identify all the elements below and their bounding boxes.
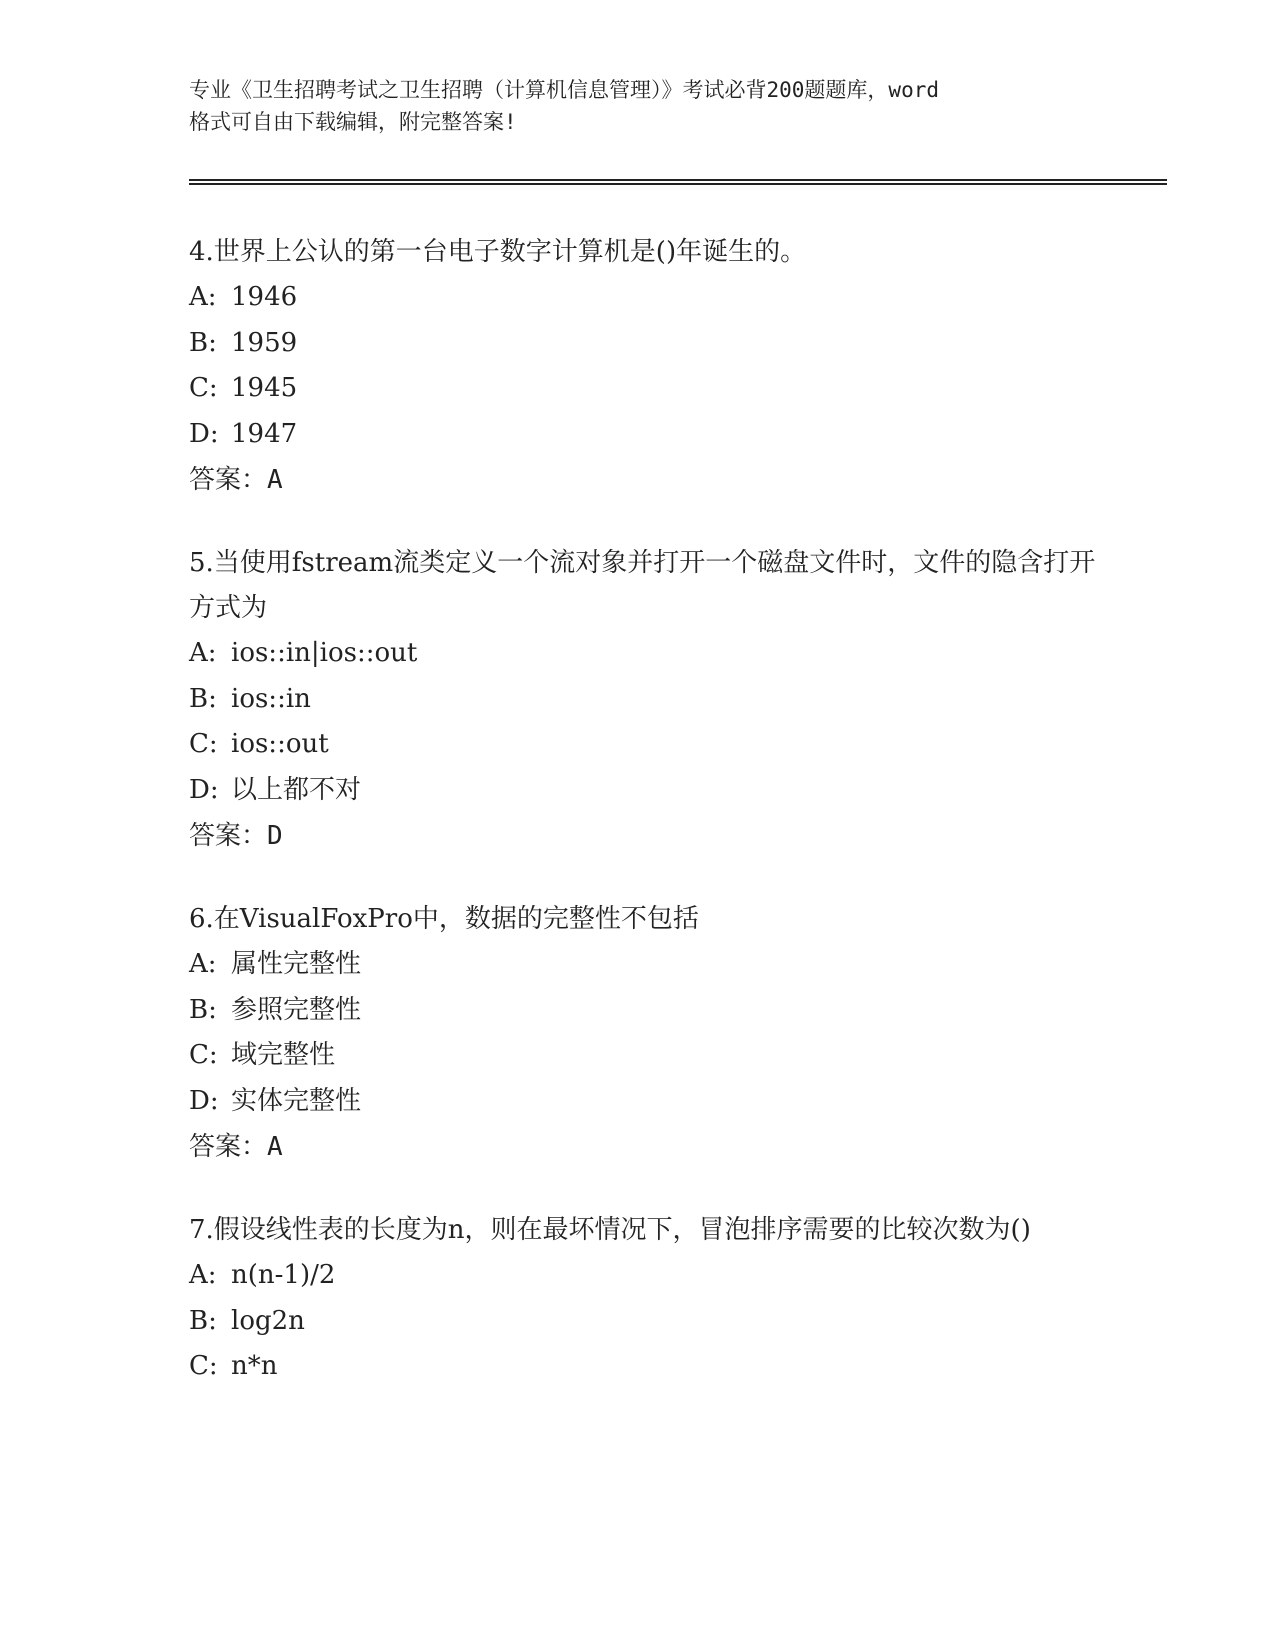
option-text: 属性完整性 [231, 949, 362, 979]
option-key: A: [189, 949, 217, 979]
option-text: 以上都不对 [231, 774, 362, 805]
option-key: D: [189, 418, 219, 449]
option-key: B: [189, 1305, 217, 1336]
option-c [189, 1033, 1099, 1079]
question-7 [189, 1208, 1099, 1390]
option-d [189, 1079, 1099, 1125]
option-c [189, 366, 1099, 412]
option-key: C: [189, 729, 218, 759]
option-key: D: [189, 1085, 219, 1116]
question-stem: 4.世界上公认的第一台电子数字计算机是()年诞生的。 [189, 237, 807, 267]
question-stem: 7.假设线性表的长度为n，则在最坏情况下，冒泡排序需要的比较次数为() [189, 1215, 1031, 1245]
option-text: 域完整性 [231, 1040, 336, 1070]
question-4 [189, 230, 1099, 503]
option-text: 1945 [231, 373, 298, 403]
option-key: C: [189, 1040, 218, 1070]
answer-line: 答案：A [189, 1132, 283, 1162]
option-key: A: [189, 282, 217, 312]
option-c [189, 722, 1099, 768]
option-c [189, 1344, 1099, 1390]
option-text: 实体完整性 [231, 1085, 362, 1116]
option-key: B: [189, 327, 217, 358]
option-key: C: [189, 1351, 218, 1381]
option-b [189, 677, 1099, 723]
option-text: 1959 [231, 327, 298, 358]
document-header [189, 74, 1089, 138]
header-line-2: 格式可自由下载编辑，附完整答案! [189, 110, 517, 134]
option-text: n(n-1)/2 [231, 1260, 336, 1290]
option-b [189, 988, 1099, 1034]
answer-line: 答案：A [189, 465, 283, 495]
option-key: C: [189, 373, 218, 403]
option-key: A: [189, 1260, 217, 1290]
option-key: B: [189, 994, 217, 1025]
option-a [189, 942, 1099, 988]
option-text: n*n [231, 1351, 278, 1381]
question-6 [189, 897, 1099, 1170]
option-key: D: [189, 774, 219, 805]
option-text: ios::in [231, 683, 311, 714]
option-key: B: [189, 683, 217, 714]
option-text: 1947 [231, 418, 298, 449]
option-a [189, 275, 1099, 321]
header-line-1: 专业《卫生招聘考试之卫生招聘（计算机信息管理）》考试必背200题题库，word [189, 78, 939, 102]
option-text: 参照完整性 [231, 994, 362, 1025]
option-b [189, 321, 1099, 367]
option-text: ios::in|ios::out [231, 638, 418, 668]
option-text: log2n [231, 1305, 305, 1336]
header-double-rule [189, 179, 1167, 185]
option-d [189, 412, 1099, 458]
question-5 [189, 541, 1099, 859]
answer-line: 答案：D [189, 821, 283, 851]
option-a [189, 631, 1099, 677]
option-text: ios::out [231, 729, 329, 759]
option-a [189, 1253, 1099, 1299]
question-stem: 6.在VisualFoxPro中，数据的完整性不包括 [189, 904, 699, 934]
option-text: 1946 [231, 282, 298, 312]
option-b [189, 1299, 1099, 1345]
question-stem: 5.当使用fstream流类定义一个流对象并打开一个磁盘文件时，文件的隐含打开方式为 [189, 548, 1096, 623]
option-key: A: [189, 638, 217, 668]
option-d [189, 768, 1099, 814]
question-list [189, 230, 1099, 1428]
